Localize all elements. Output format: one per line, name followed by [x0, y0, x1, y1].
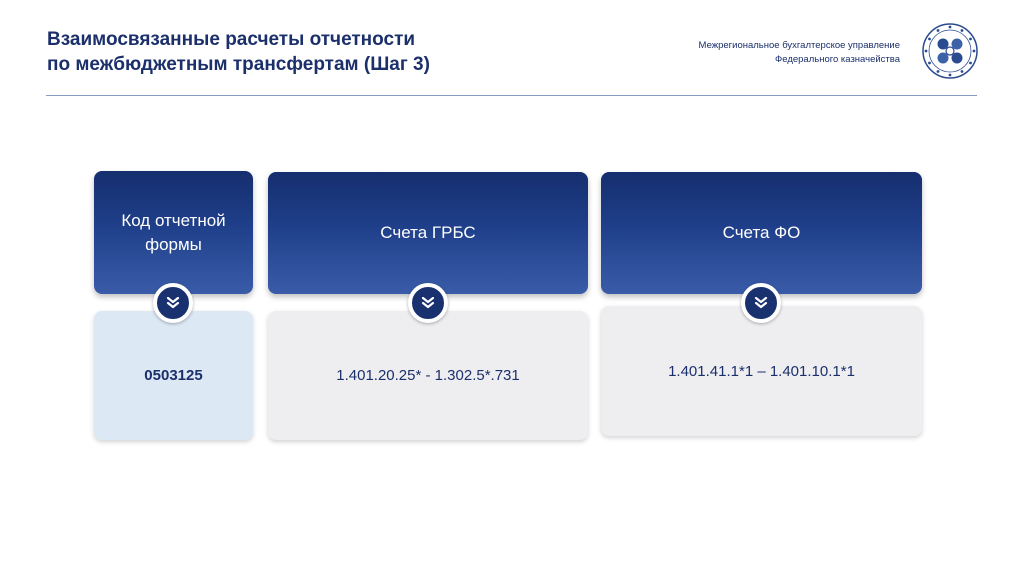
- chevron-down-icon: [741, 283, 781, 323]
- column-header-label: Счета ГРБС: [380, 223, 476, 242]
- report-code-value: 0503125: [144, 367, 203, 384]
- fo-accounts-value: 1.401.41.1*1 – 1.401.10.1*1: [668, 362, 855, 380]
- chevron-down-icon: [408, 283, 448, 323]
- column-header-label-line-1: Код отчетной: [121, 210, 226, 230]
- column-header-report-code: [94, 171, 253, 294]
- header-divider: [46, 95, 977, 96]
- report-code-value-card: [94, 311, 253, 440]
- organization-name-line-2: Федерального казначейства: [775, 54, 900, 65]
- fo-accounts-value-card: [601, 306, 922, 436]
- page-title-line-1: Взаимосвязанные расчеты отчетности: [47, 29, 416, 50]
- chevron-down-icon: [153, 283, 193, 323]
- organization-name-line-1: Межрегиональное бухгалтерское управление: [698, 40, 900, 51]
- grbs-accounts-value: 1.401.20.25* - 1.302.5*.731: [336, 367, 520, 384]
- organization-name: [600, 39, 900, 67]
- page-title-line-2: по межбюджетным трансфертам (Шаг 3): [47, 54, 430, 75]
- column-header-grbs-accounts: [268, 172, 588, 294]
- treasury-emblem-icon: [921, 22, 979, 80]
- page-title: [47, 27, 607, 77]
- column-header-fo-accounts: [601, 172, 922, 294]
- column-header-label-line-2: формы: [145, 234, 202, 254]
- column-header-label: Счета ФО: [722, 223, 801, 242]
- grbs-accounts-value-card: [268, 311, 588, 440]
